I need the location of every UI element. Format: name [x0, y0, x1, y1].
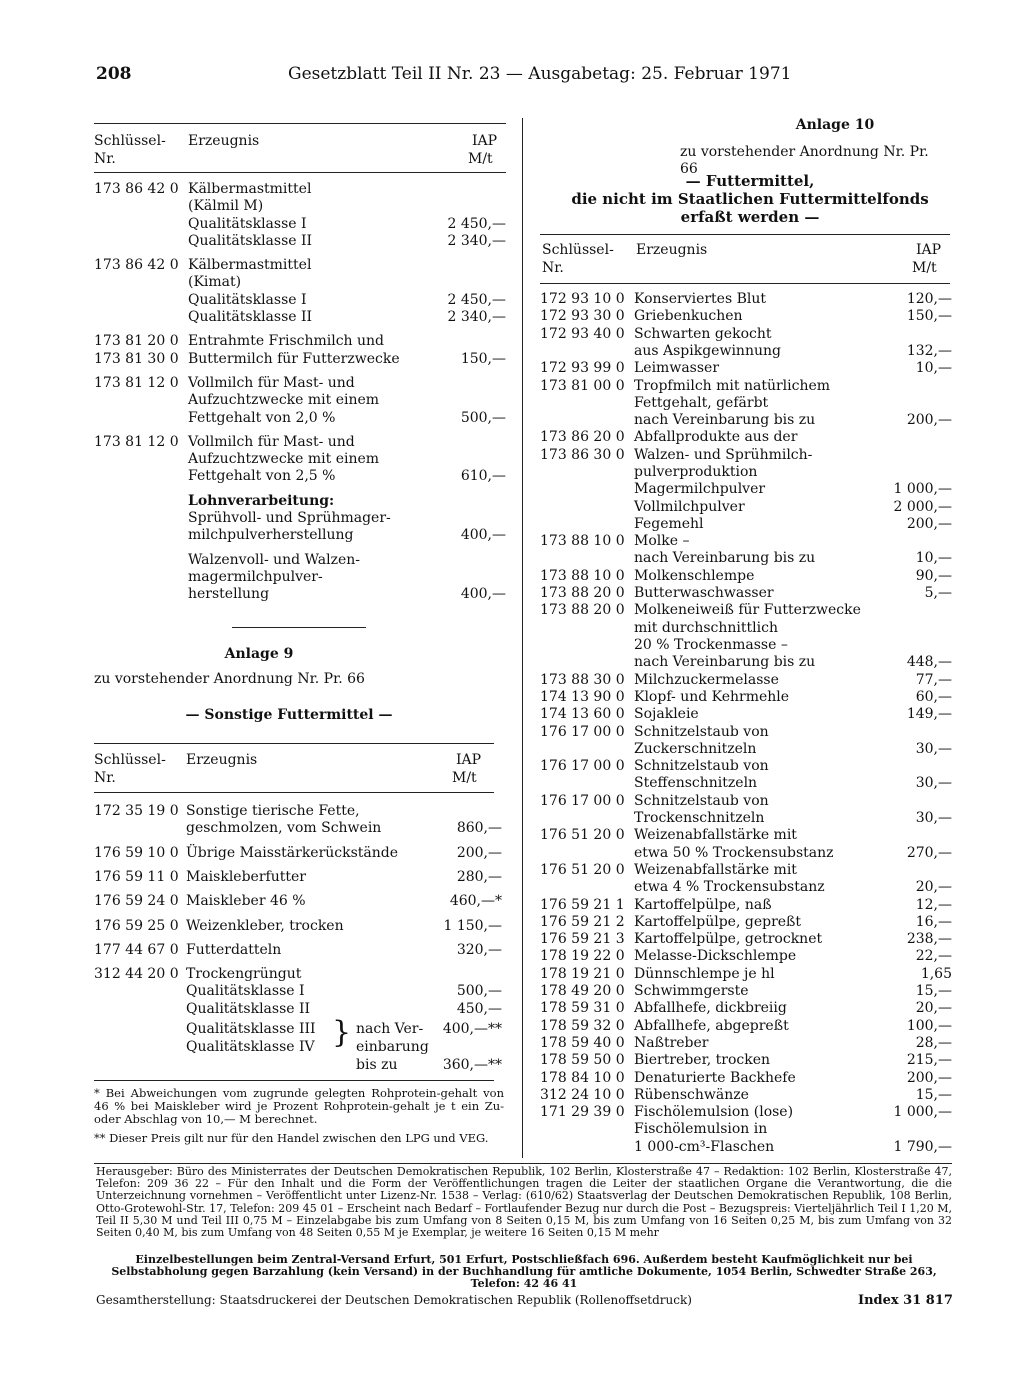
table-row	[94, 181, 506, 216]
row-price: 16,—	[915, 913, 952, 930]
row-product: Kartoffelpülpe, naß	[634, 896, 772, 913]
table-row	[540, 914, 952, 931]
row-product: Denaturierte Backhefe	[634, 1069, 796, 1086]
row-price: 200,—	[456, 844, 502, 861]
table-row	[94, 510, 506, 545]
row-price: 100,—	[906, 1017, 952, 1034]
table-row	[94, 493, 506, 510]
row-key: 312 24 10 0	[540, 1086, 625, 1103]
row-key: 176 59 21 3	[540, 931, 625, 948]
row-price: 20,—	[915, 879, 952, 896]
row-key: 173 86 30 0	[540, 446, 625, 463]
row-key: 171 29 39 0	[540, 1104, 625, 1121]
row-product: Walzenvoll- und Walzen-	[188, 551, 360, 568]
row-key: 173 86 42 0	[94, 257, 179, 274]
row-price: 1 790,—	[893, 1138, 952, 1155]
row-product: Rübenschwänze	[634, 1086, 749, 1103]
row-price: 280,—	[456, 868, 502, 885]
table-row	[540, 1035, 952, 1052]
brace-symbol: }	[332, 1015, 352, 1050]
row-product: Qualitätsklasse II	[188, 309, 313, 326]
table-row	[540, 672, 952, 689]
row-product: Kälbermastmittel	[188, 257, 312, 274]
row-key: 173 86 20 0	[540, 429, 625, 446]
row-product: Sonstige tierische Fette,	[186, 803, 360, 819]
row-product: Aufzuchtzwecke mit einem	[188, 451, 380, 468]
row-key: 176 59 21 1	[540, 896, 625, 913]
row-key: 173 81 12 0	[94, 433, 179, 450]
row-product: Tropfmilch mit natürlichem	[634, 377, 831, 394]
row-key: 173 81 30 0	[94, 350, 179, 367]
row-product: Fegemehl	[634, 515, 704, 532]
imprint-printer: Gesamtherstellung: Staatsdruckerei der Deutschen Demokratischen Republik (Rollenoffsetdruck)	[96, 1293, 692, 1307]
row-product: Trockengrüngut	[186, 966, 302, 983]
col-unit: M/t	[912, 260, 937, 276]
table-row	[540, 378, 952, 430]
table-row	[94, 552, 506, 604]
row-price: 270,—	[906, 844, 952, 861]
row-product: nach Vereinbarung bis zu	[634, 654, 816, 671]
row-key: 172 93 40 0	[540, 325, 625, 342]
table-row	[540, 308, 952, 325]
row-product: Biertreber, trocken	[634, 1052, 771, 1069]
row-product: Qualitätsklasse I	[188, 291, 307, 308]
table-row	[94, 309, 506, 326]
row-product: Vollmilch für Mast- und	[188, 375, 355, 391]
row-product: Molke –	[634, 533, 690, 550]
row-price: 200,—	[906, 412, 952, 429]
imprint-publisher: Herausgeber: Büro des Ministerrates der Deutschen Demokratischen Republik, 102 Berlin, Klosterstraße 47 – Redaktion: 102 Berlin, Klosterstraße 47, Telefon: 209 36 22 – Für den Inhalt und die Form der Veröffentlichungen tragen die Leiter der staatlichen Organe die Verantwortung, die die Unterzeichnung vornehmen – Veröffentlicht unter Lizenz-Nr. 1538 – Verlag: (610/62) Staatsverlag der Deutschen Demokratischen Republik, 108 Berlin, Otto-Grotewohl-Str. 17, Telefon: 209 45 01 – Erscheint nach Bedarf – Fortlaufender Bezug nur durch die Post – Bezugspreis: Vierteljährlich Teil I 1,20 M, Teil II 5,30 M und Teil III 0,75 M – Einzelabgabe bis zum Umfang von 8 Seiten 0,15 M, bis zum Umfang von 16 Seiten 0,25 M, bis zum Umfang von 32 Seiten 0,40 M, bis zum Umfang von 48 Seiten 0,55 M je Exemplar, je weitere 16 Seiten 0,15 M mehr	[96, 1165, 952, 1240]
row-product: (Kimat)	[188, 274, 242, 291]
table-row	[540, 1018, 952, 1035]
col-key-nr: Nr.	[94, 151, 116, 167]
row-product: geschmolzen, vom Schwein	[186, 820, 382, 837]
row-product: Kälbermastmittel	[188, 181, 312, 197]
row-product: nach Vereinbarung bis zu	[634, 412, 816, 429]
anlage9-heading: — Sonstige Futtermittel —	[185, 707, 393, 723]
row-key: 176 17 00 0	[540, 792, 625, 809]
anlage10-heading-1: — Futtermittel,	[685, 172, 815, 190]
row-product: Walzen- und Sprühmilch-	[634, 446, 813, 463]
table-row	[540, 1000, 952, 1017]
table-row	[540, 689, 952, 706]
row-key: 173 88 30 0	[540, 671, 625, 688]
row-price: 77,—	[915, 671, 952, 688]
row-key: 178 19 22 0	[540, 948, 625, 965]
col-key: Schlüssel-	[94, 752, 166, 768]
index-number: Index 31 817	[858, 1293, 953, 1308]
row-product: Abfallhefe, dickbreiig	[634, 1000, 787, 1017]
row-product: 20 % Trockenmasse –	[634, 636, 788, 653]
row-key: 173 88 20 0	[540, 602, 625, 619]
row-key: 312 44 20 0	[94, 966, 179, 983]
row-product: Übrige Maisstärkerückstände	[186, 844, 399, 861]
table-row	[540, 948, 952, 965]
row-product: pulverproduktion	[634, 463, 758, 480]
table-row	[540, 429, 952, 446]
imprint-orders: Einzelbestellungen beim Zentral-Versand Erfurt, 501 Erfurt, Postschließfach 696. Außerdem besteht Kaufmöglichkeit nur bei Selbstabholung gegen Barzahlung (kein Versand) in der Buchhandlung für amtliche Dokumente, 1054 Berlin, Schwedter Straße 263, Telefon: 42 46 41	[111, 1253, 937, 1291]
nach-line1: nach Ver-	[356, 1021, 424, 1037]
anlage10-title: Anlage 10	[795, 117, 875, 133]
q3-price: 400,—**	[442, 1021, 502, 1037]
row-price: 500,—	[460, 409, 506, 426]
table-row	[94, 292, 506, 309]
row-price: 400,—	[460, 586, 506, 603]
row-price: 460,—*	[449, 893, 502, 910]
row-product: Weizenabfallstärke mit	[634, 861, 797, 878]
row-product: Buttermilch für Futterzwecke	[188, 350, 400, 367]
row-product: Qualitätsklasse I	[188, 215, 307, 232]
row-key: 172 93 30 0	[540, 308, 625, 325]
row-product: Dünnschlempe je hl	[634, 965, 775, 982]
row-key: 173 81 12 0	[94, 375, 179, 391]
row-key: 178 59 40 0	[540, 1034, 625, 1051]
table-row	[540, 1104, 952, 1121]
row-product: Schwimmgerste	[634, 983, 749, 999]
row-product: 1 000-cm³-Flaschen	[634, 1138, 775, 1155]
row-product: Leimwasser	[634, 360, 720, 377]
row-price: 1,65	[920, 965, 952, 982]
table-row	[94, 869, 502, 886]
table-row	[94, 893, 502, 910]
row-price: 2 340,—	[447, 309, 506, 326]
anlage10-heading-2: die nicht im Staatlichen Futtermittelfonds	[571, 190, 929, 208]
table-row	[540, 966, 952, 983]
row-key: 172 93 10 0	[540, 291, 625, 307]
row-key: 174 13 60 0	[540, 706, 625, 723]
table-row	[540, 326, 952, 361]
row-key: 176 51 20 0	[540, 861, 625, 878]
q4-label: Qualitätsklasse IV	[186, 1039, 315, 1055]
table-row	[94, 375, 506, 427]
row-price: 15,—	[915, 1086, 952, 1103]
row-price: 1 000,—	[893, 1104, 952, 1121]
row-key: 176 51 20 0	[540, 827, 625, 844]
table-row	[540, 1087, 952, 1104]
anlage9-title: Anlage 9	[224, 646, 294, 662]
table-row	[540, 862, 952, 897]
q3-label: Qualitätsklasse III	[186, 1021, 316, 1037]
row-product: Kartoffelpülpe, getrocknet	[634, 931, 823, 948]
row-product: Butterwaschwasser	[634, 585, 774, 602]
row-product: etwa 4 % Trockensubstanz	[634, 879, 825, 896]
row-product: Fischölemulsion (lose)	[634, 1104, 794, 1121]
row-price: 149,—	[906, 706, 952, 723]
table-row	[540, 827, 952, 862]
row-price: 20,—	[915, 1000, 952, 1017]
col-product: Erzeugnis	[636, 242, 708, 258]
table-row	[94, 1001, 502, 1018]
row-key: 173 86 42 0	[94, 181, 179, 197]
column-divider	[522, 118, 523, 1158]
row-product: Molkenschlempe	[634, 567, 755, 584]
row-price: 860,—	[456, 820, 502, 837]
row-product: Vollmilchpulver	[634, 498, 745, 515]
row-key: 178 59 50 0	[540, 1052, 625, 1069]
row-key: 176 17 00 0	[540, 758, 625, 775]
row-price: 2 450,—	[447, 291, 506, 308]
col-iap: IAP	[916, 242, 942, 258]
row-product: (Kälmil M)	[188, 198, 264, 215]
row-product: Weizenkleber, trocken	[186, 917, 344, 934]
row-key: 176 59 10 0	[94, 844, 179, 861]
table-row	[94, 918, 502, 935]
table-row	[540, 360, 952, 377]
row-product: Milchzuckermelasse	[634, 671, 779, 688]
left-column	[94, 0, 506, 1150]
table-row	[94, 333, 506, 350]
row-price: 238,—	[906, 931, 952, 948]
row-key: 172 93 99 0	[540, 360, 625, 377]
row-price: 30,—	[915, 809, 952, 826]
table-row	[94, 434, 506, 486]
row-price: 30,—	[915, 775, 952, 792]
imprint-rule	[94, 1163, 952, 1164]
row-key: 176 17 00 0	[540, 723, 625, 740]
row-price: 120,—	[906, 291, 952, 307]
anlage10-heading-3: erfaßt werden —	[680, 208, 820, 226]
table-row	[94, 942, 502, 959]
row-product: etwa 50 % Trockensubstanz	[634, 844, 834, 861]
row-product: Qualitätsklasse II	[188, 232, 313, 249]
footnote-1: * Bei Abweichungen vom zugrunde gelegten Rohprotein-gehalt von 46 % bei Maiskleber wird je Prozent Rohprotein-gehalt je t ein Zu- oder Abschlag von 10,— M berechnet.	[94, 1086, 504, 1126]
row-product: Schnitzelstaub von	[634, 723, 769, 740]
row-price: 60,—	[915, 688, 952, 705]
row-product: Abfallprodukte aus der	[634, 429, 798, 446]
row-price: 132,—	[906, 342, 952, 359]
row-price: 2 450,—	[447, 215, 506, 232]
row-price: 12,—	[915, 896, 952, 913]
col-unit: M/t	[452, 770, 477, 786]
row-key: 173 88 20 0	[540, 585, 625, 602]
row-product: Aufzuchtzwecke mit einem	[188, 392, 380, 409]
row-product: Magermilchpulver	[634, 481, 766, 498]
row-price: 10,—	[915, 550, 952, 567]
row-product: Griebenkuchen	[634, 308, 743, 325]
table-row	[94, 257, 506, 292]
table-row	[540, 793, 952, 828]
table-row	[540, 983, 952, 1000]
right-column	[540, 0, 950, 1160]
row-key: 178 59 31 0	[540, 1000, 625, 1017]
row-key: 177 44 67 0	[94, 941, 179, 958]
row-price: 22,—	[915, 948, 952, 965]
row-key: 178 84 10 0	[540, 1069, 625, 1086]
q4-price: 360,—**	[442, 1057, 502, 1073]
row-price: 450,—	[456, 1000, 502, 1017]
table-row	[540, 533, 952, 568]
row-product: mit durchschnittlich	[634, 619, 778, 636]
table-row	[540, 1070, 952, 1087]
page-number: 208	[96, 64, 132, 84]
col-key: Schlüssel-	[542, 242, 614, 258]
table-row	[94, 233, 506, 250]
anlage9-subtitle: zu vorstehender Anordnung Nr. Pr. 66	[94, 671, 365, 687]
row-price: 30,—	[915, 740, 952, 757]
row-key: 173 88 10 0	[540, 533, 625, 550]
row-product: Steffenschnitzeln	[634, 775, 758, 792]
row-product: Molkeneiweiß für Futterzwecke	[634, 602, 861, 619]
row-price: 5,—	[924, 585, 952, 602]
row-product: Weizenabfallstärke mit	[634, 827, 797, 844]
row-key: 176 59 24 0	[94, 893, 179, 910]
row-key: 176 59 21 2	[540, 913, 625, 930]
col-key-nr: Nr.	[542, 260, 564, 276]
row-product: Fettgehalt von 2,0 %	[188, 409, 336, 426]
row-key: 172 35 19 0	[94, 803, 179, 819]
row-product: Zuckerschnitzeln	[634, 740, 757, 757]
col-iap: IAP	[456, 752, 482, 768]
row-product: Maiskleber 46 %	[186, 893, 306, 910]
row-product: Lohnverarbeitung:	[188, 492, 335, 509]
row-product: aus Aspikgewinnung	[634, 342, 781, 359]
row-price: 1 150,—	[443, 917, 502, 934]
row-product: Sprühvoll- und Sprühmager-	[188, 510, 391, 527]
footnote-2: ** Dieser Preis gilt nur für den Handel zwischen den LPG und VEG.	[94, 1131, 489, 1145]
row-price: 15,—	[915, 983, 952, 999]
row-product: Schnitzelstaub von	[634, 792, 769, 809]
row-product: Melasse-Dickschlempe	[634, 948, 797, 965]
row-price: 320,—	[456, 941, 502, 958]
table-row	[540, 931, 952, 948]
anlage10-subtitle: zu vorstehender Anordnung Nr. Pr. 66	[680, 144, 929, 178]
row-price: 90,—	[915, 567, 952, 584]
row-product: magermilchpulver-	[188, 568, 323, 585]
table-row	[540, 706, 952, 723]
row-product: milchpulverherstellung	[188, 527, 354, 544]
row-product: nach Vereinbarung bis zu	[634, 550, 816, 567]
row-product: Klopf- und Kehrmehle	[634, 688, 790, 705]
row-product: Naßtreber	[634, 1034, 709, 1051]
row-product: Abfallhefe, abgepreßt	[634, 1017, 789, 1034]
row-price: 200,—	[906, 515, 952, 532]
row-product: Vollmilch für Mast- und	[188, 433, 355, 450]
table-row	[540, 516, 952, 533]
row-key: 173 88 10 0	[540, 567, 625, 584]
row-product: Konserviertes Blut	[634, 291, 767, 307]
table-row	[540, 1052, 952, 1069]
row-product: Maiskleberfutter	[186, 868, 306, 885]
table-row	[540, 499, 952, 516]
table-row	[540, 897, 952, 914]
row-product: Schnitzelstaub von	[634, 758, 769, 775]
row-key: 174 13 90 0	[540, 688, 625, 705]
row-price: 2 000,—	[893, 498, 952, 515]
row-product: Qualitätsklasse II	[186, 1000, 311, 1017]
table-row	[540, 724, 952, 759]
table-row	[540, 291, 952, 308]
col-product: Erzeugnis	[188, 133, 260, 149]
col-key-nr: Nr.	[94, 770, 116, 786]
row-key: 176 59 11 0	[94, 868, 179, 885]
row-price: 500,—	[456, 983, 502, 1000]
row-product: Fettgehalt von 2,5 %	[188, 468, 336, 485]
row-product: Trockenschnitzeln	[634, 809, 765, 826]
row-product: Fettgehalt, gefärbt	[634, 394, 769, 411]
row-key: 178 59 32 0	[540, 1017, 625, 1034]
col-unit: M/t	[468, 151, 493, 167]
row-price: 150,—	[906, 308, 952, 325]
table-row	[94, 803, 502, 838]
row-price: 150,—	[460, 350, 506, 367]
row-key: 173 81 00 0	[540, 377, 625, 394]
nach-line2: einbarung	[356, 1039, 429, 1055]
row-price: 28,—	[915, 1034, 952, 1051]
table-row	[540, 585, 952, 602]
table-row	[94, 216, 506, 233]
row-price: 200,—	[906, 1069, 952, 1086]
page-title: Gesetzblatt Teil II Nr. 23 — Ausgabetag: 25. Februar 1971	[288, 64, 792, 84]
table-row	[540, 447, 952, 499]
col-key: Schlüssel-	[94, 133, 166, 149]
table-row	[540, 758, 952, 793]
row-product: Entrahmte Frischmilch und	[188, 333, 385, 350]
table-row	[540, 568, 952, 585]
row-product: Kartoffelpülpe, gepreßt	[634, 913, 802, 930]
row-key: 178 49 20 0	[540, 983, 625, 999]
row-product: herstellung	[188, 586, 270, 603]
row-price: 10,—	[915, 360, 952, 377]
col-product: Erzeugnis	[186, 752, 258, 768]
row-key: 178 19 21 0	[540, 965, 625, 982]
table-row	[94, 845, 502, 862]
row-price: 610,—	[460, 468, 506, 485]
row-product: Futterdatteln	[186, 941, 282, 958]
nach-line3: bis zu	[356, 1057, 398, 1073]
col-iap: IAP	[472, 133, 498, 149]
table-row	[540, 1121, 952, 1156]
table-row	[540, 602, 952, 671]
row-price: 448,—	[906, 654, 952, 671]
row-key: 173 81 20 0	[94, 333, 179, 350]
table-row	[94, 966, 502, 983]
row-key: 176 59 25 0	[94, 917, 179, 934]
table-row	[94, 983, 502, 1000]
row-price: 1 000,—	[893, 481, 952, 498]
row-product: Schwarten gekocht	[634, 325, 772, 342]
row-product: Fischölemulsion in	[634, 1121, 768, 1138]
row-price: 2 340,—	[447, 232, 506, 249]
row-price: 400,—	[460, 527, 506, 544]
row-product: Sojakleie	[634, 706, 699, 723]
row-product: Qualitätsklasse I	[186, 983, 305, 1000]
table-row	[94, 351, 506, 368]
row-price: 215,—	[906, 1052, 952, 1069]
